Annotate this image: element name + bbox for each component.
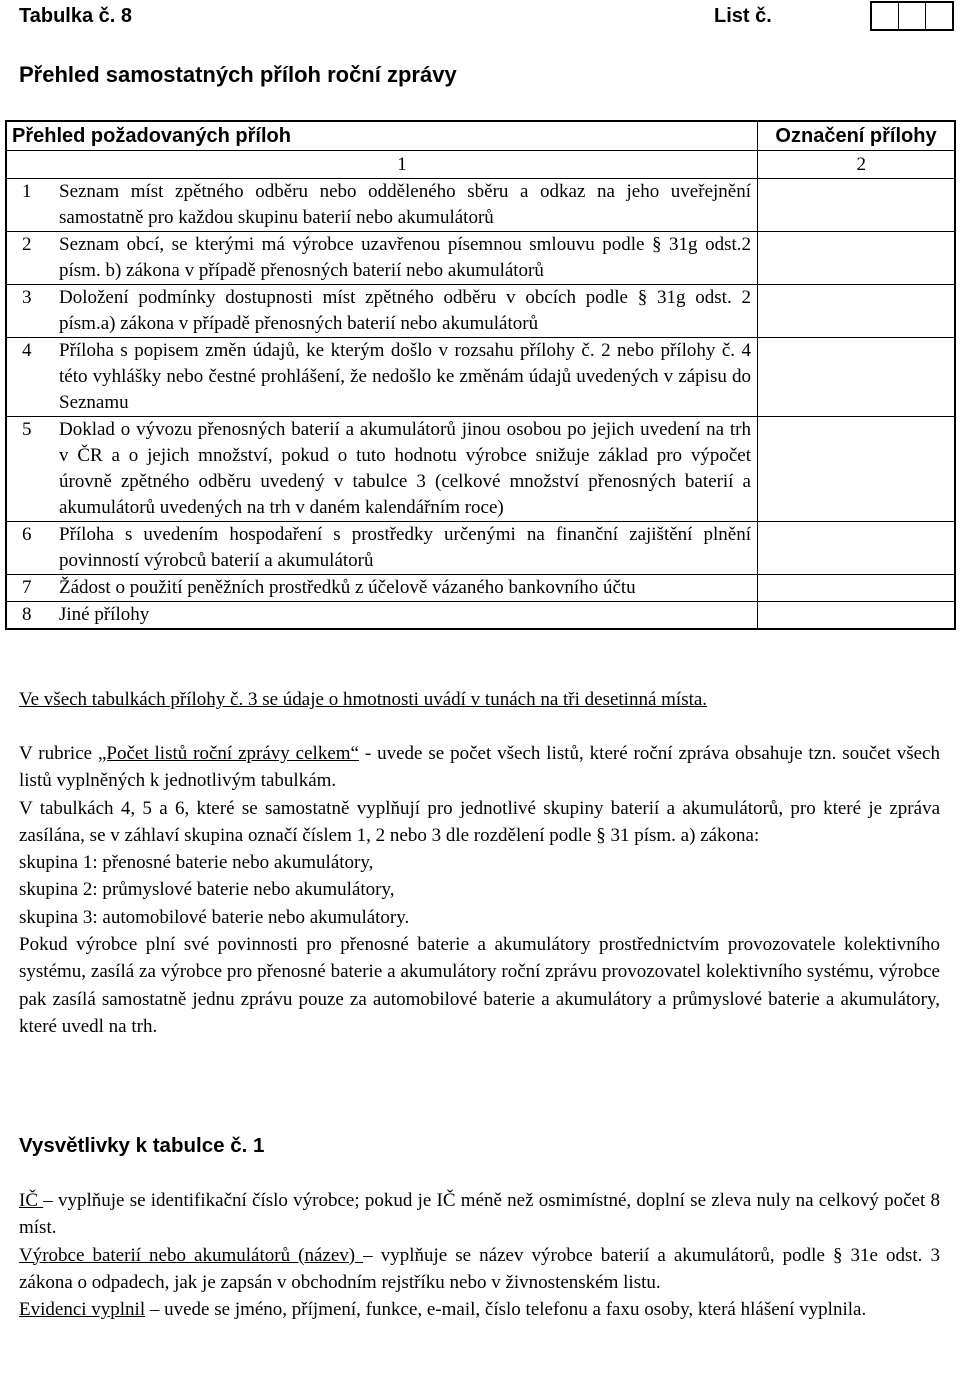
row-description: Doložení podmínky dostupnosti míst zpětného odběru v obcích podle § 31g odst. 2 písm.a) zákona v případě přenosných baterií nebo akumulátorů <box>51 285 758 337</box>
attachment-label-cell[interactable] <box>758 285 954 337</box>
term-ic: IČ <box>19 1190 44 1211</box>
attachment-label-cell[interactable] <box>758 338 954 416</box>
explanation-ic-text: vyplňuje se identifikační číslo výrobce; pokud je IČ méně než osmimístné, doplní se zleva nuly na celkový počet 8 míst. <box>19 1190 941 1239</box>
group-1: skupina 1: přenosné baterie nebo akumulátory, <box>19 852 374 874</box>
attachment-label-cell[interactable] <box>758 522 954 574</box>
attachment-label-cell[interactable] <box>758 232 954 284</box>
instruction-prefix: V rubrice <box>19 743 98 764</box>
table-row <box>7 575 954 602</box>
attachment-label-cell[interactable] <box>758 575 954 601</box>
attachment-label-cell[interactable] <box>758 417 954 521</box>
row-description: Doklad o vývozu přenosných baterií a akumulátorů jinou osobou po jejich uvedení na trh v ČR a o jejich množství, pokud o tuto hodnotu výrobce snižuje základ pro výpočet úrovně zpětného odběru uvedený v tabulce 3 (celkové množství přenosných baterií a akumulátorů uvedených na trh v daném kalendářním roce) <box>51 417 758 521</box>
row-number: 1 <box>22 181 32 202</box>
attachments-table <box>5 120 956 630</box>
table-number-label: Tabulka č. 8 <box>19 5 133 27</box>
term-producer: Výrobce baterií nebo akumulátorů (název) <box>19 1244 364 1266</box>
row-number: 6 <box>22 524 32 545</box>
explanation-filled-by <box>19 1296 940 1323</box>
instruction-sheet-count-text: - uvede se počet všech listů, které roční zpráva obsahuje tzn. součet všech listů vyplněných k jednotlivým tabulkám. <box>19 743 940 792</box>
page-title: Přehled samostatných příloh roční zprávy <box>19 62 457 87</box>
row-number: 3 <box>22 287 32 308</box>
column-number-2: 2 <box>856 154 866 175</box>
table-row <box>7 522 954 575</box>
term-filled-by: Evidenci vyplnil <box>19 1299 146 1321</box>
row-number: 7 <box>22 577 32 598</box>
instruction-collective-system: Pokud výrobce plní své povinnosti pro přenosné baterie a akumulátory prostřednictvím provozovatele kolektivního systému, zasílá za výrobce pro přenosné baterie a akumulátory roční zprávu provozovatel kolektivního systému, výrobce pak zasílá samostatně jednu zprávu pouze za automobilové baterie a akumulátory a průmyslové baterie a akumulátory, které uvedl na trh. <box>19 934 940 1037</box>
row-description: Žádost o použití peněžních prostředků z účelově vázaného bankovního účtu <box>51 575 758 601</box>
table-row <box>7 338 954 417</box>
header-required-attachments: Přehled požadovaných příloh <box>7 122 758 150</box>
sheet-count-field-name: „Počet listů roční zprávy celkem“ <box>97 743 359 764</box>
table-header-row <box>7 122 954 151</box>
group-2: skupina 2: průmyslové baterie nebo akumulátory, <box>19 879 395 901</box>
row-number: 4 <box>22 340 32 361</box>
explanations-block <box>19 1187 940 1323</box>
row-description: Příloha s uvedením hospodaření s prostředky určenými na finanční zajištění plnění povinností výrobců baterií a akumulátorů <box>51 522 758 574</box>
instructions-block <box>19 740 940 1040</box>
attachment-label-cell[interactable] <box>758 179 954 231</box>
row-description: Seznam míst zpětného odběru nebo odděleného sběru a odkaz na jeho uveřejnění samostatně pro každou skupinu baterií nebo akumulátorů <box>51 179 758 231</box>
instruction-sheet-count <box>19 740 940 795</box>
header-attachment-label: Označení přílohy <box>775 125 937 147</box>
row-description: Seznam obcí, se kterými má výrobce uzavřenou písemnou smlouvu podle § 31g odst.2 písm. b) zákona v případě přenosných baterií nebo akumulátorů <box>51 232 758 284</box>
row-number: 5 <box>22 419 32 440</box>
instruction-groups: V tabulkách 4, 5 a 6, které se samostatně vyplňují pro jednotlivé skupiny baterií a akumulátorů, pro které je zpráva zasílána, se v záhlaví skupina označí číslem 1, 2 nebo 3 dle rozdělení podle § 31 písm. a) zákona: <box>19 797 940 846</box>
dash: – <box>363 1244 373 1266</box>
explanation-producer-text: vyplňuje se název výrobce baterií a akumulátorů, podle § 31e odst. 3 zákona o odpadech, jak je zapsán v obchodním rejstříku nebo v živnostenském listu. <box>19 1244 940 1293</box>
table-row <box>7 232 954 285</box>
row-number: 2 <box>22 234 32 255</box>
weights-note: Ve všech tabulkách přílohy č. 3 se údaje o hmotnosti uvádí v tunách na tři desetinná místa. <box>19 689 708 710</box>
table-row <box>7 602 954 628</box>
table-row <box>7 179 954 232</box>
row-description: Příloha s popisem změn údajů, ke kterým došlo v rozsahu přílohy č. 2 nebo přílohy č. 4 této vyhlášky nebo čestné prohlášení, že nedošlo ke změnám údajů uvedených v zápisu do Seznamu <box>51 338 758 416</box>
explanation-producer <box>19 1242 940 1297</box>
row-description: Jiné přílohy <box>51 602 758 628</box>
attachment-label-cell[interactable] <box>758 602 954 628</box>
row-number: 8 <box>22 604 32 625</box>
table-column-numbers-row <box>7 151 954 179</box>
explanation-filled-by-text: – uvede se jméno, příjmení, funkce, e-mail, číslo telefonu a faxu osoby, která hlášení vyplnila. <box>145 1299 867 1321</box>
sheet-number-label: List č. <box>714 5 772 27</box>
column-number-1: 1 <box>7 151 758 178</box>
table-row <box>7 285 954 338</box>
dash: – <box>43 1190 53 1211</box>
table-row <box>7 417 954 522</box>
explanation-ic <box>19 1187 940 1242</box>
explanations-heading: Vysvětlivky k tabulce č. 1 <box>19 1134 265 1157</box>
sheet-number-boxes[interactable] <box>870 1 954 31</box>
group-3: skupina 3: automobilové baterie nebo akumulátory. <box>19 906 410 928</box>
